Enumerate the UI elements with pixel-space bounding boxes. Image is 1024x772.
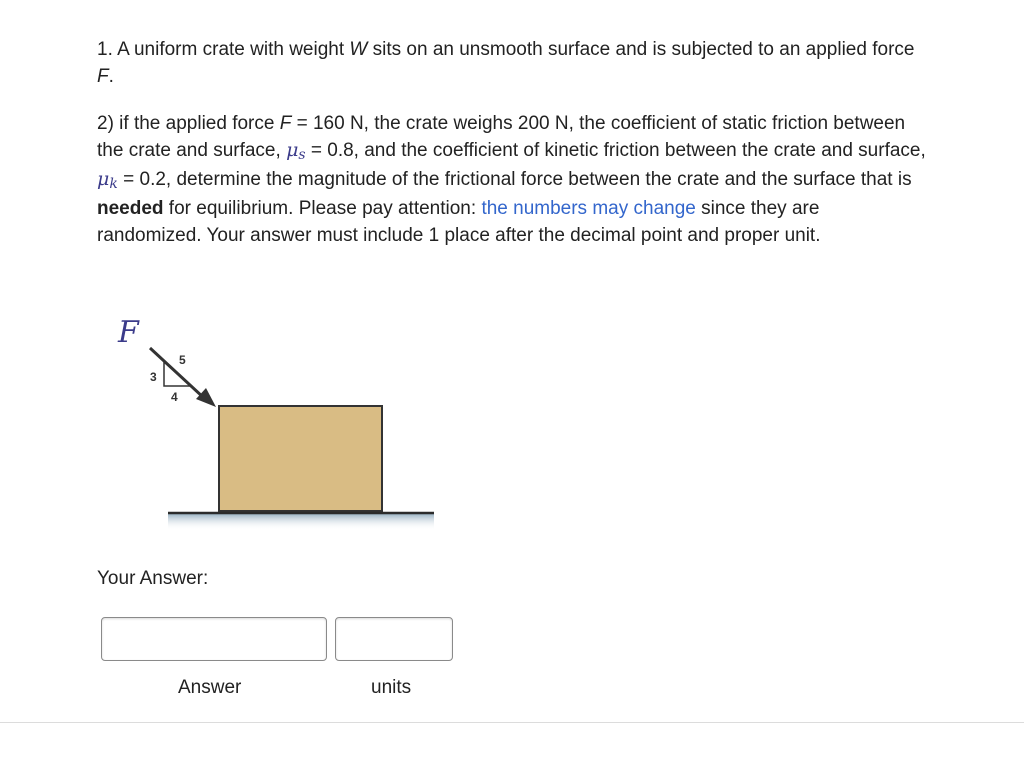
crate-figure (100, 306, 440, 532)
ground-shadow (168, 514, 434, 530)
intro-prefix: 1. A uniform crate with weight (97, 39, 350, 60)
intro-middle: sits on an unsmooth surface and is subjected to an applied force (367, 39, 915, 60)
randomized-link[interactable]: the numbers may change (481, 198, 696, 219)
mu-k-subscript: k (109, 176, 118, 192)
var-w: W (349, 39, 368, 60)
mu-k-symbol (97, 168, 118, 190)
slope-run-label: 4 (171, 390, 178, 404)
mu-s-letter: μ (286, 139, 299, 161)
answer-caption: Answer (178, 677, 242, 698)
answer-input[interactable] (101, 617, 327, 661)
slope-triangle (164, 362, 191, 386)
crate (219, 406, 382, 511)
problem-part-2 (97, 110, 927, 249)
slope-rise-label: 3 (150, 370, 157, 384)
force-arrow-head (196, 388, 216, 407)
needed-word: needed (97, 198, 164, 219)
mu-k-value: = 0.2, determine the magnitude of the frictional force between the crate and the surface that is (117, 169, 912, 190)
slope-hyp-label: 5 (179, 353, 186, 367)
units-input[interactable] (335, 617, 453, 661)
part-var-f: F (279, 113, 292, 134)
part-prefix: 2) if the applied force (97, 113, 280, 134)
after-needed: for equilibrium. Please pay attention: (163, 198, 482, 219)
units-caption: units (371, 677, 412, 698)
mu-s-subscript: s (298, 147, 306, 163)
intro-end: . (108, 66, 114, 87)
mu-k-letter: μ (97, 168, 110, 190)
bottom-divider (0, 722, 1024, 723)
problem-intro (97, 36, 927, 90)
mu-s-symbol (286, 139, 306, 161)
force-value: = 160 N, the crate weighs 200 N, the coefficient of static friction between the crate and surface, (97, 113, 906, 161)
var-f: F (97, 66, 109, 87)
your-answer-label: Your Answer: (97, 568, 209, 589)
closing-text: since they are randomized. Your answer must include 1 place after the decimal point and proper unit. (97, 198, 821, 246)
force-label: F (118, 315, 139, 350)
mu-s-value: = 0.8, and the coefficient of kinetic friction between the crate and surface, (305, 140, 926, 161)
